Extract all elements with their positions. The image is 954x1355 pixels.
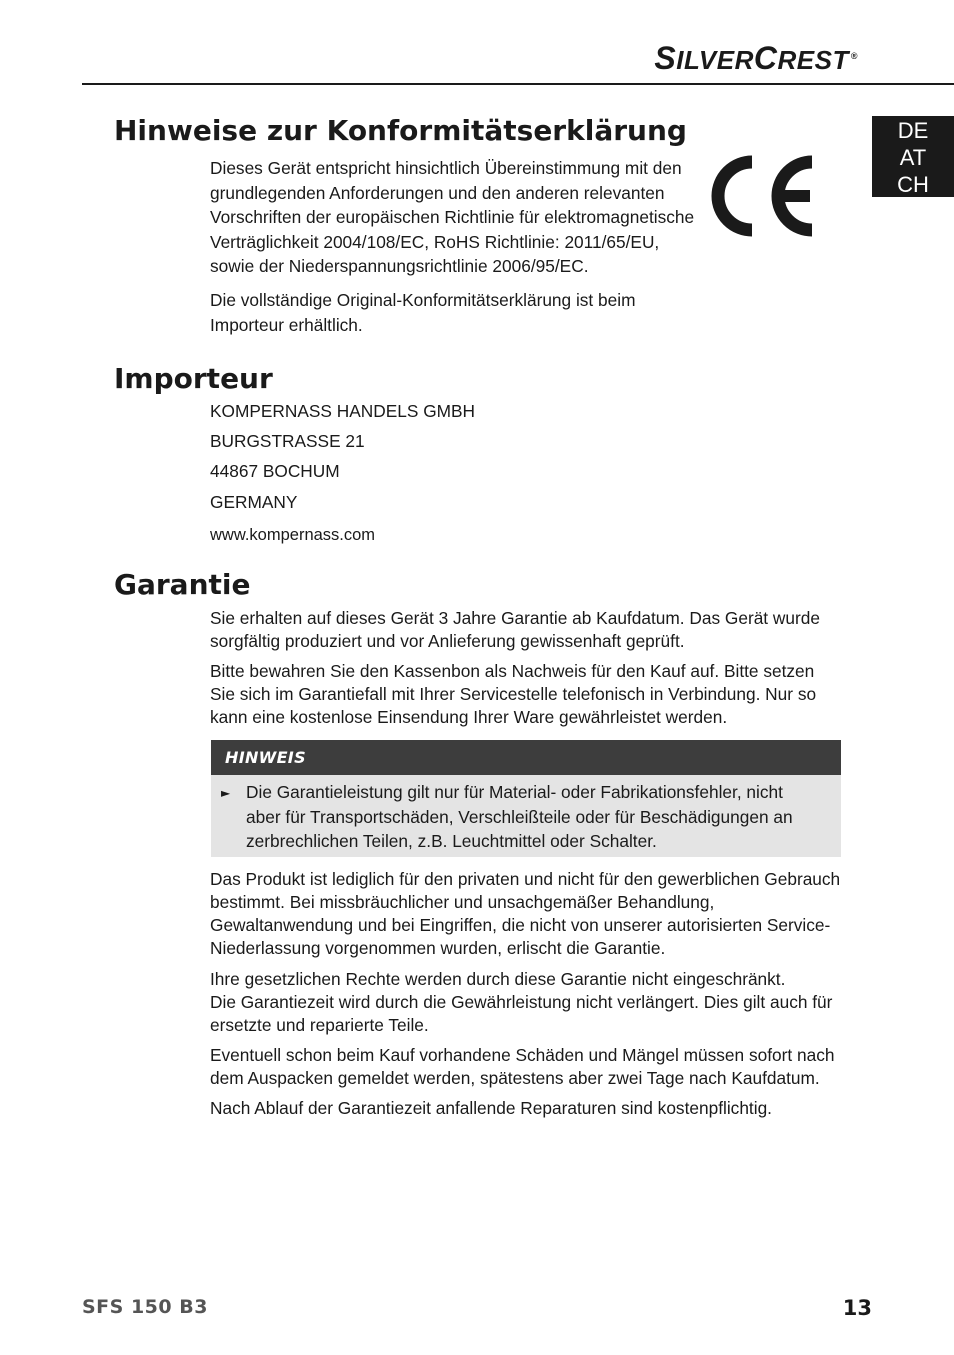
conformity-paragraph-2: Die vollständige Original-Konformitätserklärung ist beim Importeur erhältlich.: [210, 290, 636, 335]
warranty-paragraph-2: Bitte bewahren Sie den Kassenbon als Nachweis für den Kauf auf. Bitte setzen Sie sich im Garantiefall mit Ihrer Servicestelle telefonisch in Verbindung. Nur so kann eine kostenlose Einsendung Ihrer Ware gewährleistet werden.: [210, 661, 817, 727]
warranty-paragraph-6: Nach Ablauf der Garantiezeit anfallende Reparaturen sind kostenpflichtig.: [210, 1098, 772, 1118]
note-title: HINWEIS: [211, 740, 841, 775]
importer-website-link[interactable]: www.kompernass.com: [210, 526, 376, 544]
brand-initial-s: S: [654, 40, 677, 76]
brand-rest-rest: REST: [777, 45, 849, 75]
conformity-heading: Hinweise zur Konformitätserklärung: [114, 114, 687, 147]
page-number: 13: [842, 1296, 872, 1320]
language-tab: [872, 116, 954, 197]
registered-mark: ®: [850, 51, 858, 62]
importer-company: KOMPERNASS HANDELS GMBH: [210, 401, 476, 421]
note-box: [211, 740, 841, 857]
conformity-paragraph-1: Dieses Gerät entspricht hinsichtlich Übereinstimmung mit den grundlegenden Anforderungen und den anderen relevanten Vorschriften der europäischen Richtlinie für elektromagnetische Verträglichkeit 2004/108/EC, RoHS Richtlinie: 2011/65/EU, sowie der Niederspannungsrichtlinie 2006/95/EC.: [210, 158, 695, 276]
warranty-paragraph-5: Eventuell schon beim Kauf vorhandene Schäden und Mängel müssen sofort nach dem Auspacken gemeldet werden, spätestens aber zwei Tage nach Kaufdatum.: [210, 1045, 835, 1088]
warranty-heading: Garantie: [114, 568, 251, 601]
triangle-bullet-icon: ►: [221, 786, 231, 800]
footer-model: SFS 150 B3: [82, 1296, 208, 1318]
note-text: Die Garantieleistung gilt nur für Material- oder Fabrikationsfehler, nicht aber für Transportschäden, Verschleißteile oder für Beschädigungen an zerbrechlichen Teilen, z.B. Leuchtmittel oder Schalter.: [246, 782, 793, 851]
language-de: DE: [897, 118, 929, 143]
language-ch: CH: [897, 172, 929, 197]
warranty-paragraph-1: Sie erhalten auf dieses Gerät 3 Jahre Garantie ab Kaufdatum. Das Gerät wurde sorgfältig produziert und vor Anlieferung gewissenhaft geprüft.: [210, 608, 820, 651]
importer-heading: Importeur: [114, 362, 273, 395]
warranty-paragraph-4b: Die Garantiezeit wird durch die Gewährleistung nicht verlängert. Dies gilt auch für ersetzte und reparierte Teile.: [210, 992, 833, 1035]
importer-city: 44867 BOCHUM: [210, 461, 340, 481]
brand-initial-c: C: [753, 40, 778, 76]
header-rule: [82, 83, 954, 85]
brand-rest-ilver: ILVER: [676, 45, 754, 75]
warranty-paragraph-4a: Ihre gesetzlichen Rechte werden durch diese Garantie nicht eingeschränkt.: [210, 969, 786, 989]
importer-street: BURGSTRASSE 21: [210, 431, 365, 451]
brand-logo: [654, 40, 858, 77]
ce-mark-icon: [708, 154, 820, 238]
language-at: AT: [899, 145, 927, 170]
importer-country: GERMANY: [210, 492, 298, 512]
warranty-paragraph-3: Das Produkt ist lediglich für den privaten und nicht für den gewerblichen Gebrauch bestimmt. Bei missbräuchlicher und unsachgemäßer Behandlung, Gewaltanwendung und bei Eingriffen, die nicht von unserer autorisierten Service-Niederlassung vorgenommen wurden, erlischt die Garantie.: [210, 869, 841, 958]
